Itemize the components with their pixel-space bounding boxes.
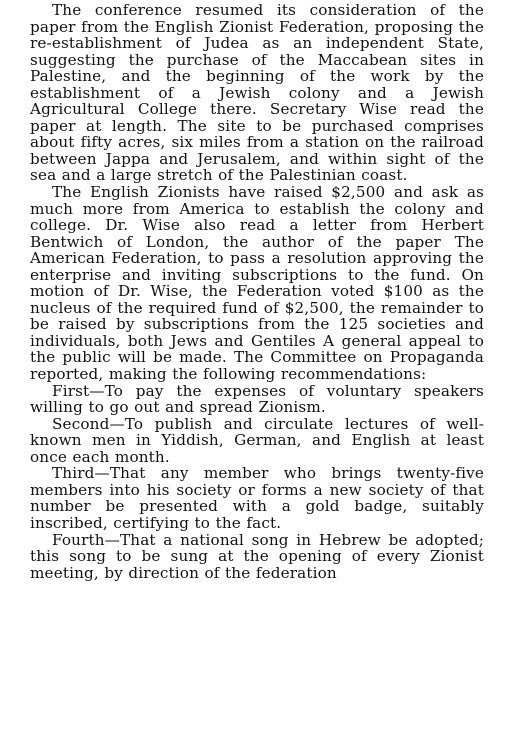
- paragraph-english-zionists: The English Zionists have raised $2,500 and ask as much more from America to establish the colony and college. Dr. Wise also read a letter from Herbert Bentwich of London, the author of the paper The American Federation, to pass a resolution approving the enterprise and inviting subscriptions to the fund. On motion of Dr. Wise, the Federation voted $100 as the nucleus of the required fund of $2,500, the remainder to be raised by subscriptions from the 125 societies and individuals, both Jews and Gentiles A general appeal to the public will be made. The Committee on Propaganda reported, making the following recommendations:: [30, 183, 484, 384]
- recommendation-second: Second—To publish and circulate lectures of well-known men in Yiddish, German, and English at least once each month.: [30, 414, 484, 466]
- paragraph-conference: The conference resumed its consideration of the paper from the English Zionist Federation, proposing the re-establishment of Judea as an independent State, suggesting the purchase of the Maccabean sites in Palestine, and the beginning of the work by the establishment of a Jewish colony and a Jewish Agricultural College there. Secretary Wise read the paper at length. The site to be purchased comprises about fifty acres, six miles from a station on the railroad between Jappa and Jerusalem, and within sight of the sea and a large stretch of the Palestinian coast.: [30, 1, 484, 185]
- recommendation-fourth: Fourth—That a national song in Hebrew be adopted; this song to be sung at the opening of every Zionist meeting, by direction of the federation: [30, 530, 484, 582]
- recommendation-first: First—To pay the expenses of voluntary speakers willing to go out and spread Zionism.: [30, 381, 484, 417]
- recommendation-third: Third—That any member who brings twenty-five members into his society or forms a new society of that number be presented with a gold badge, suitably inscribed, certifying to the fact.: [30, 464, 484, 532]
